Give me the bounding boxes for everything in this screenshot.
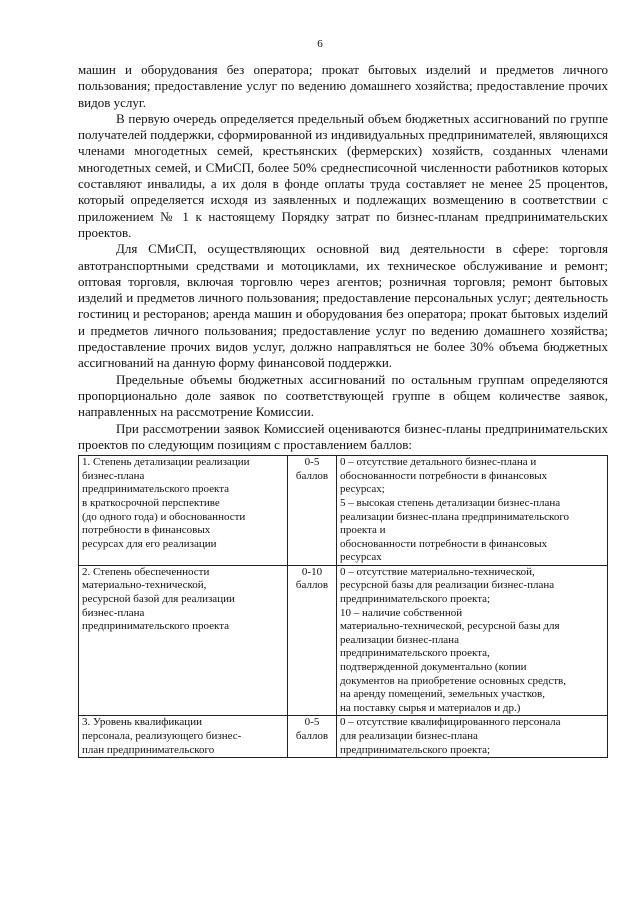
table-row bbox=[79, 565, 608, 716]
cell-line: план предпринимательского bbox=[82, 743, 215, 756]
cell-line: ресурсах для его реализации bbox=[82, 537, 217, 550]
cell-line: предпринимательского проекта, bbox=[340, 647, 490, 660]
paragraph: машин и оборудования без оператора; прокат бытовых изделий и предметов личного пользования; предоставление услуг по ведению домашнего хозяйства; предоставление прочих видов услуг. bbox=[78, 62, 608, 110]
cell-line: на поставку сырья и материалов и др.) bbox=[340, 701, 521, 714]
cell-line: материально-технической, bbox=[82, 579, 207, 592]
cell-line: предпринимательского проекта bbox=[82, 620, 230, 633]
paragraph: При рассмотрении заявок Комиссией оцениваются бизнес-планы предпринимательских проектов по следующим позициям с проставлением баллов: bbox=[78, 420, 608, 452]
cell-line: подтвержденной документально (копии bbox=[340, 661, 527, 674]
cell-line: потребности в финансовых bbox=[82, 524, 211, 537]
cell-line: предпринимательского проекта; bbox=[340, 743, 491, 756]
criterion-cell bbox=[79, 716, 288, 758]
cell-line: 2. Степень обеспеченности bbox=[82, 565, 210, 578]
description-cell bbox=[337, 565, 608, 716]
cell-line: предпринимательского проекта bbox=[82, 483, 230, 496]
cell-line: реализации бизнес-плана предпринимательского проекта и bbox=[340, 510, 570, 537]
paragraph: В первую очередь определяется предельный объем бюджетных ассигнований по группе получателей поддержки, сформированной из индивидуальных предпринимателей, являющихся членами многодетных семей, крестьянских (фермерских) хозяйств, созданных членами многодетных семей, и СМиСП, более 50% среднесписочной численности работников которых составляют инвалиды, а их доля в фонде оплаты труда составляет не менее 25 процентов, который определяется исходя из заявленных и подлежащих возмещению в соответствии с приложением № 1 к настоящему Порядку затрат по бизнес-планам предпринимательских проектов. bbox=[78, 110, 608, 240]
description-cell bbox=[337, 456, 608, 566]
cell-line: 0 – отсутствие материально-технической, bbox=[340, 565, 535, 578]
cell-line: бизнес-плана bbox=[82, 606, 145, 619]
cell-line: ресурсах; bbox=[340, 483, 385, 496]
cell-line: 0 – отсутствие квалифицированного персонала bbox=[340, 716, 561, 729]
cell-line: ресурсной базы для реализации бизнес-плана bbox=[340, 579, 555, 592]
cell-line: 0-10 bbox=[301, 565, 323, 578]
cell-line: ресурсах bbox=[340, 551, 382, 564]
cell-line: 10 – наличие собственной bbox=[340, 606, 463, 619]
paragraph: Для СМиСП, осуществляющих основной вид деятельности в сфере: торговля автотранспортными средствами и мотоциклами, их техническое обслуживание и ремонт; оптовая торговля, включая торговлю через агентов; розничная торговля; ремонт бытовых изделий и предметов личного пользования; предоставление персональных услуг; деятельность гостиниц и ресторанов; аренда машин и оборудования без оператора; прокат бытовых изделий и предметов личного пользования; предоставление услуг по ведению домашнего хозяйства; предоставление прочих видов услуг, должно направляться не более 30% объема бюджетных ассигнований на данную форму финансовой поддержки. bbox=[78, 241, 608, 371]
cell-line: материально-технической, ресурсной базы для bbox=[340, 620, 560, 633]
description-cell bbox=[337, 716, 608, 758]
cell-line: 0 – отсутствие детального бизнес-плана и bbox=[340, 456, 537, 469]
criterion-cell bbox=[79, 565, 288, 716]
cell-line: 0-5 bbox=[304, 456, 320, 469]
cell-line: реализации бизнес-плана bbox=[340, 633, 459, 646]
points-cell bbox=[288, 565, 337, 716]
criteria-table bbox=[78, 455, 608, 758]
cell-line: баллов bbox=[295, 469, 329, 482]
cell-line: обоснованности потребности в финансовых bbox=[340, 537, 548, 550]
paragraphs-container bbox=[78, 62, 608, 453]
table-row bbox=[79, 456, 608, 566]
cell-line: для реализации бизнес-плана bbox=[340, 730, 478, 742]
page-number: 6 bbox=[317, 38, 323, 50]
cell-line: 5 – высокая степень детализации бизнес-плана bbox=[340, 496, 561, 509]
criterion-cell bbox=[79, 456, 288, 566]
cell-line: 3. Уровень квалификации bbox=[82, 716, 202, 729]
cell-line: баллов bbox=[295, 730, 329, 742]
cell-line: бизнес-плана bbox=[82, 469, 145, 482]
cell-line: документов на приобретение основных средств, bbox=[340, 674, 566, 687]
cell-line: 0-5 bbox=[304, 716, 320, 729]
cell-line: персонала, реализующего бизнес- bbox=[82, 730, 242, 742]
cell-line: на аренду помещений, земельных участков, bbox=[340, 688, 545, 701]
points-cell bbox=[288, 456, 337, 566]
cell-line: 1. Степень детализации реализации bbox=[82, 456, 250, 469]
cell-line: ресурсной базой для реализации bbox=[82, 593, 235, 606]
cell-line: баллов bbox=[295, 579, 329, 592]
cell-line: в краткосрочной перспективе bbox=[82, 496, 220, 509]
document-body bbox=[78, 62, 608, 758]
cell-line: (до одного года) и обоснованности bbox=[82, 510, 246, 523]
cell-line: предпринимательского проекта; bbox=[340, 593, 491, 606]
paragraph: Предельные объемы бюджетных ассигнований по остальным группам определяются пропорционально доле заявок по соответствующей группе в общем количестве заявок, направленных на рассмотрение Комиссии. bbox=[78, 371, 608, 420]
points-cell bbox=[288, 716, 337, 758]
cell-line: обоснованности потребности в финансовых bbox=[340, 469, 548, 482]
table-row bbox=[79, 716, 608, 758]
